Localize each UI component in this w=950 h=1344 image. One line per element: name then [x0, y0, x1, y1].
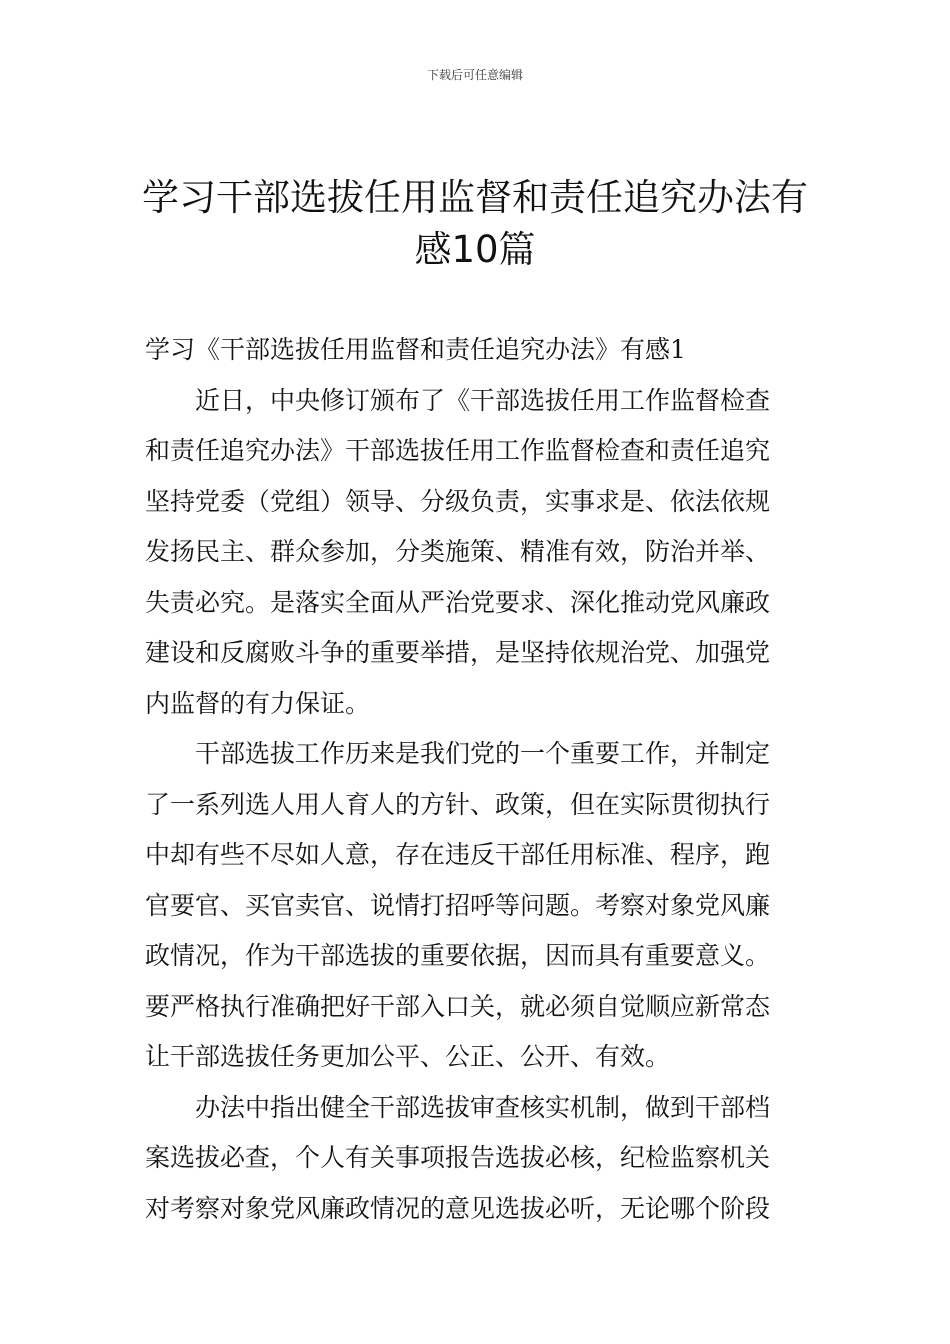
text-line: 近日，中央修订颁布了《干部选拔任用工作监督检查: [195, 385, 771, 415]
text-line: 政情况，作为干部选拔的重要依据，因而具有重要意义。: [145, 941, 771, 970]
text-line: 建设和反腐败斗争的重要举措，是坚持依规治党、加强党: [145, 638, 771, 667]
text-line: 干部选拔工作历来是我们党的一个重要工作，并制定: [195, 739, 771, 768]
document-body: [145, 325, 815, 1234]
paragraph: [145, 376, 815, 730]
text-line: 要严格执行准确把好干部入口关，就必须自觉顺应新常态: [145, 991, 771, 1021]
text-line: 案选拔必查，个人有关事项报告选拔必核，纪检监察机关: [145, 1143, 771, 1172]
title-line: 学习干部选拔任用监督和责任追究办法有: [142, 176, 808, 219]
section-heading: 学习《干部选拔任用监督和责任追究办法》有感1: [145, 335, 686, 364]
paragraph: [145, 1083, 815, 1235]
text-line: 官要官、买官卖官、说情打招呼等问题。考察对象党风廉: [145, 890, 771, 920]
document-title: [140, 172, 810, 276]
text-line: 对考察对象党风廉政情况的意见选拔必听，无论哪个阶段: [145, 1193, 771, 1223]
title-line: 感10篇: [414, 228, 536, 271]
text-line: 让干部选拔任务更加公平、公正、公开、有效。: [145, 1042, 671, 1071]
text-line: 和责任追究办法》干部选拔任用工作监督检查和责任追究: [145, 436, 771, 465]
text-line: 坚持党委（党组）领导、分级负责，实事求是、依法依规: [145, 486, 771, 516]
text-line: 发扬民主、群众参加，分类施策、精准有效，防治并举、: [145, 537, 771, 566]
header-note: 下载后可任意编辑: [426, 68, 523, 82]
text-line: 了一系列选人用人育人的方针、政策，但在实际贯彻执行: [145, 789, 771, 819]
paragraph: [145, 729, 815, 1083]
text-line: 办法中指出健全干部选拔审查核实机制，做到干部档: [195, 1092, 771, 1122]
text-line: 中却有些不尽如人意，存在违反干部任用标准、程序，跑: [145, 840, 771, 869]
text-line: 内监督的有力保证。: [145, 688, 371, 718]
text-line: 失责必究。是落实全面从严治党要求、深化推动党风廉政: [145, 587, 771, 617]
